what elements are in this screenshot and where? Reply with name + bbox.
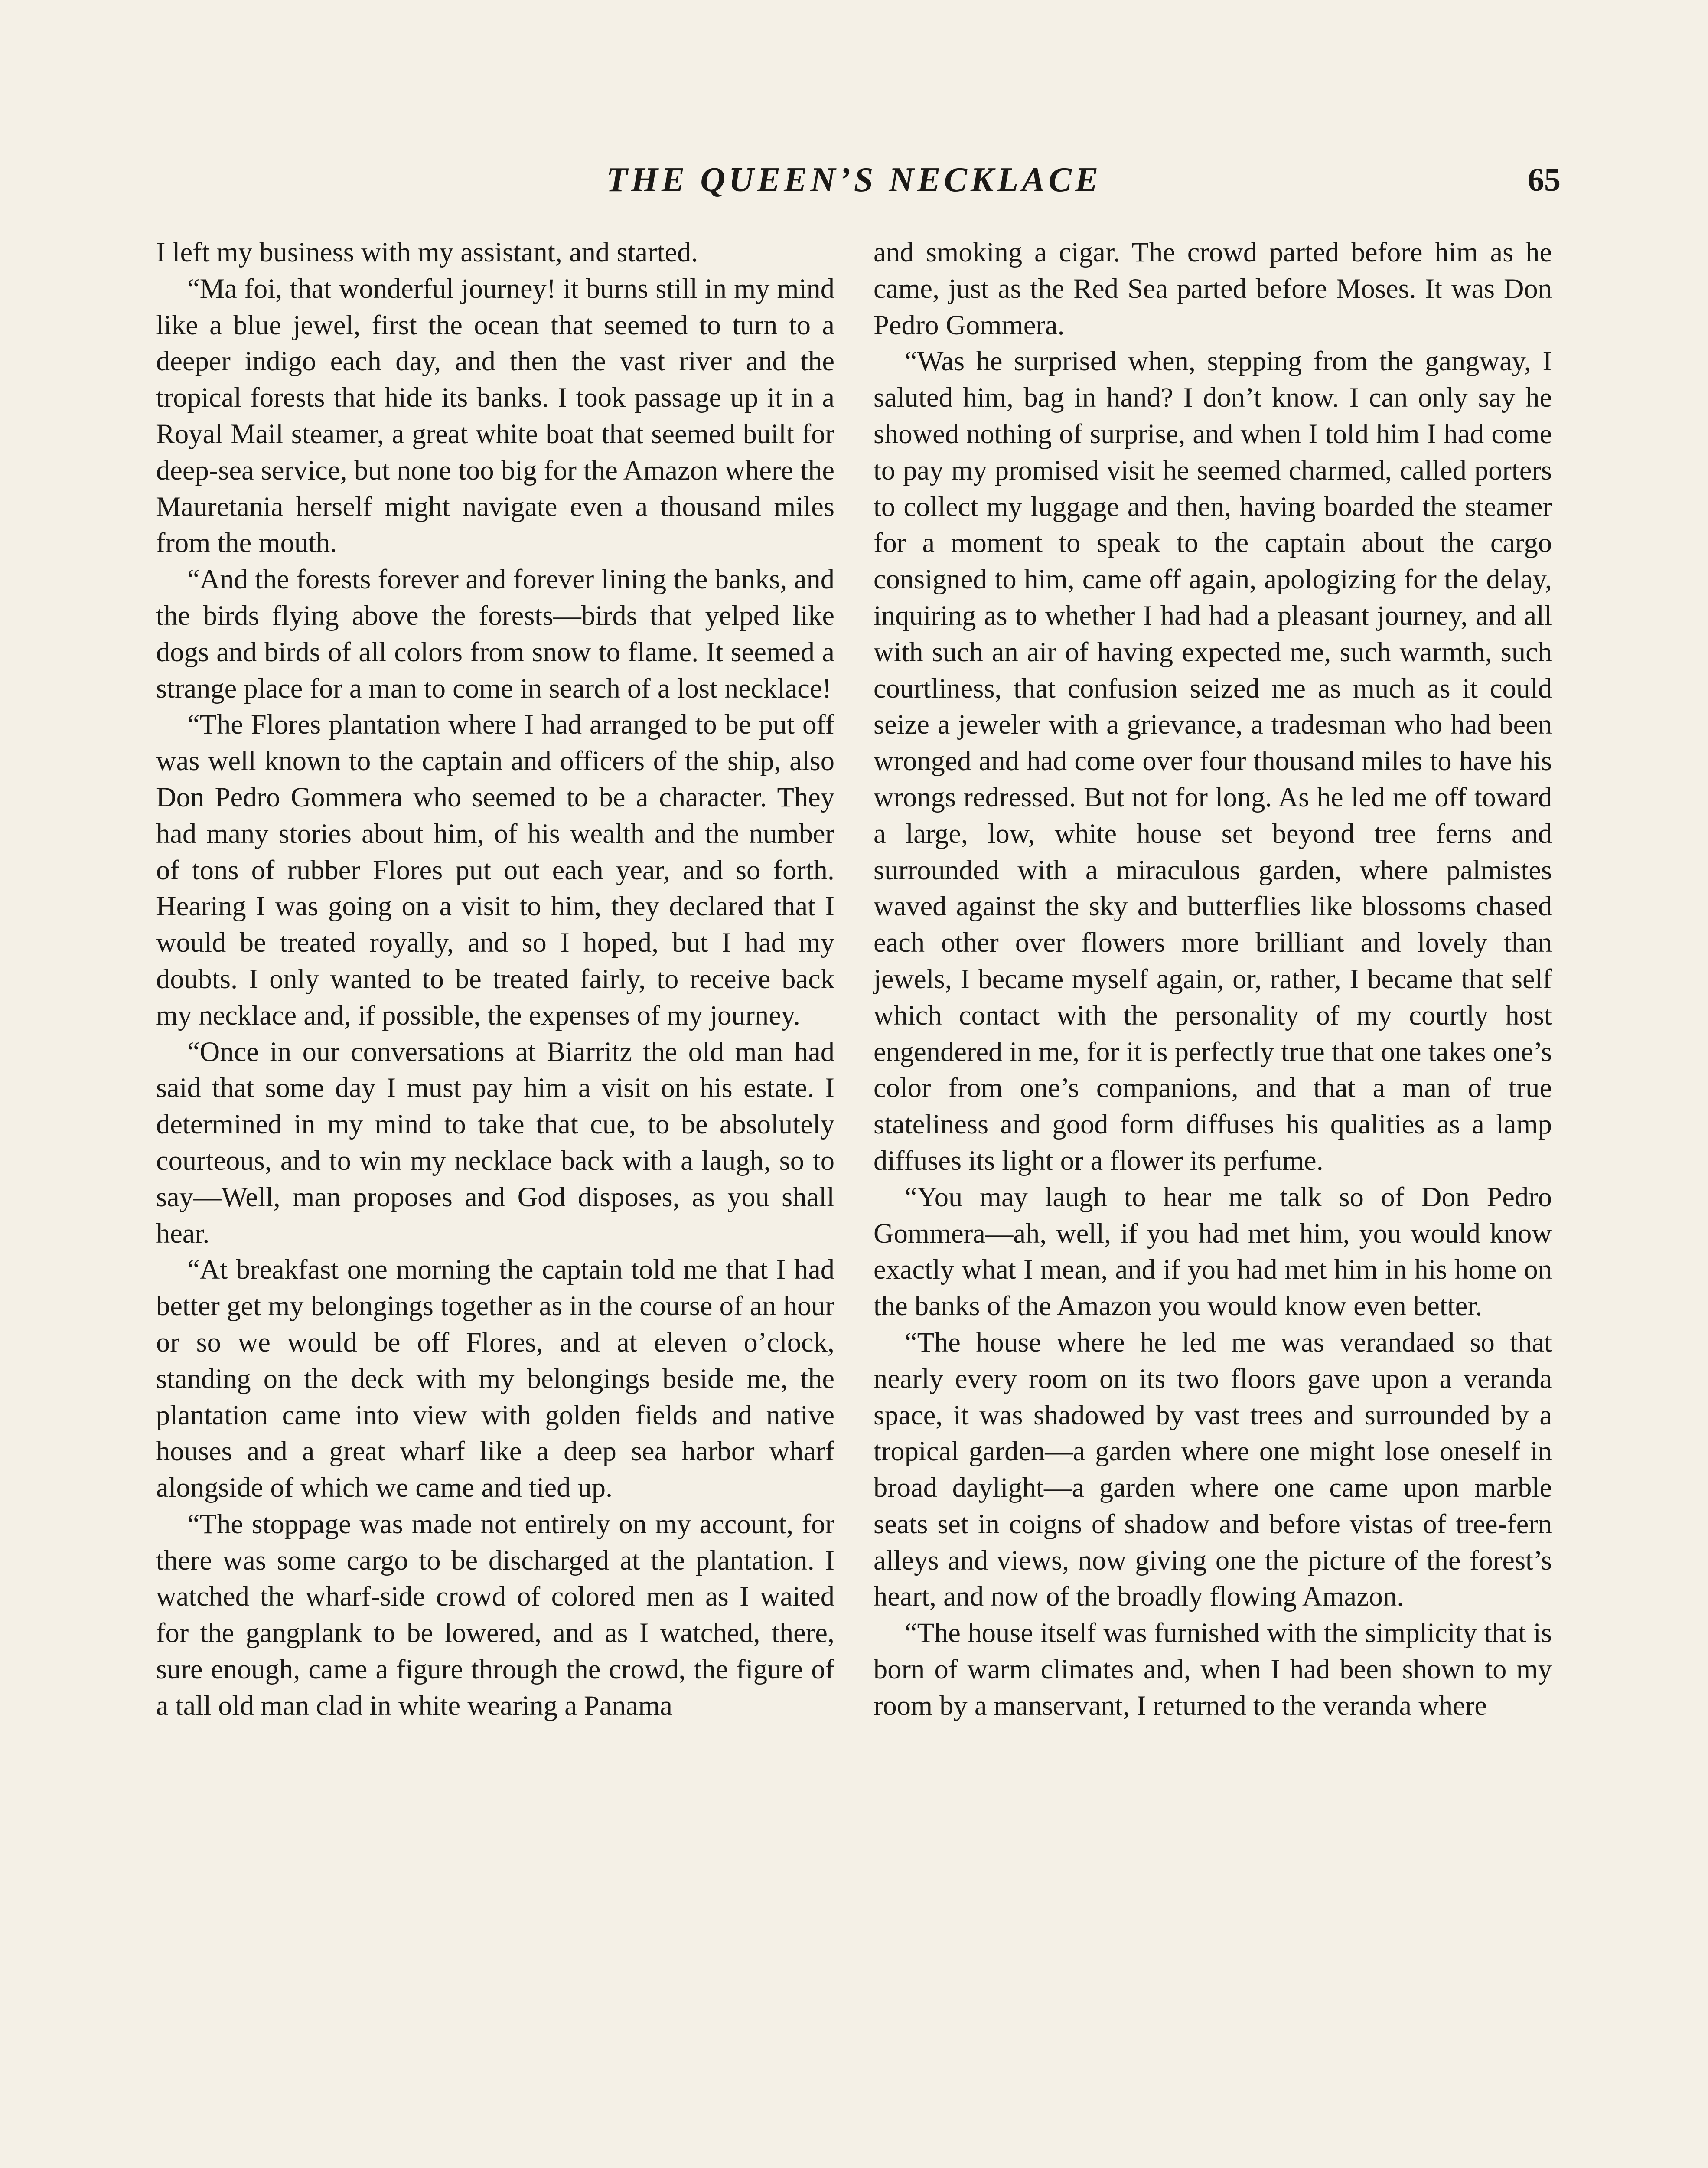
page-header <box>147 158 1561 210</box>
paragraph: and smoking a cigar. The crowd parted before him as he came, just as the Red Sea parted before Moses. It was Don Pedro Gommera. <box>874 237 1552 340</box>
paragraph: “The Flores plantation where I had arranged to be put off was well known to the captain and officers of the ship, also Don Pedro Gommera who seemed to be a character. They had many stories about him, of his wealth and the number of tons of rubber Flores put out each year, and so forth. Hearing I was going on a visit to him, they declared that I would be treated royally, and so I hoped, but I had my doubts. I only wanted to be treated fairly, to receive back my necklace and, if possible, the expenses of my journey. <box>156 709 834 1031</box>
running-title: THE QUEEN’S NECKLACE <box>606 161 1102 199</box>
paragraph: “The house itself was furnished with the simplicity that is born of warm climates and, when I had been shown to my room by a manservant, I returned to the veranda where <box>874 1617 1552 1721</box>
paragraph: I left my business with my assistant, and started. <box>156 237 698 268</box>
paragraph: “The stoppage was made not entirely on my account, for there was some cargo to be discharged at the plantation. I watched the wharf-side crowd of colored men as I waited for the gangplank to be lowered, and as I watched, there, sure enough, came a figure through the crowd, the figure of a tall old man clad in white wearing a Panama <box>156 1508 834 1721</box>
paragraph: “The house where he led me was verandaed so that nearly every room on its two floors gave upon a veranda space, it was shadowed by vast trees and surrounded by a tropical garden—a garden where one might lose oneself in broad daylight—a garden where one came upon marble seats set in coigns of shadow and before vistas of tree-fern alleys and views, now giving one the picture of the forest’s heart, and now of the broadly flowing Amazon. <box>874 1326 1552 1612</box>
paragraph: “And the forests forever and forever lining the banks, and the birds flying above the forests—birds that yelped like dogs and birds of all colors from snow to flame. It seemed a strange place for a man to come in search of a lost necklace! <box>156 564 834 704</box>
paragraph: “Ma foi, that wonderful journey! it burns still in my mind like a blue jewel, first the ocean that seemed to turn to a deeper indigo each day, and then the vast river and the tropical forests that hide its banks. I took passage up it in a Royal Mail steamer, a great white boat that seemed built for deep-sea service, but none too big for the Amazon where the Mauretania herself might navigate even a thousand miles from the mouth. <box>156 273 834 558</box>
paragraph: “You may laugh to hear me talk so of Don Pedro Gommera—ah, well, if you had met him, you would know exactly what I mean, and if you had met him in his home on the banks of the Amazon you would know even better. <box>874 1181 1552 1322</box>
page-number: 65 <box>1528 162 1561 198</box>
left-column <box>156 234 834 1724</box>
paragraph: “Was he surprised when, stepping from the gangway, I saluted him, bag in hand? I don’t know. I can only say he showed nothing of surprise, and when I told him I had come to pay my promised visit he seemed charmed, called porters to collect my luggage and then, having boarded the steamer for a moment to speak to the captain about the cargo consigned to him, came off again, apologizing for the delay, inquiring as to whether I had had a pleasant journey, and all with such an air of having expected me, such warmth, such courtliness, that confusion seized me as much as it could seize a jeweler with a grievance, a tradesman who had been wronged and had come over four thousand miles to have his wrongs redressed. But not for long. As he led me off toward a large, low, white house set beyond tree ferns and surrounded with a miraculous garden, where palmistes waved against the sky and butterflies like blossoms chased each other over flowers more brilliant and lovely than jewels, I became myself again, or, rather, I became that self which contact with the personality of my courtly host engendered in me, for it is perfectly true that one takes one’s color from one’s companions, and that a man of true stateliness and good form diffuses his qualities as a lamp diffuses its light or a flower its perfume. <box>874 346 1552 1176</box>
paragraph: “At breakfast one morning the captain told me that I had better get my belongings together as in the course of an hour or so we would be off Flores, and at eleven o’clock, standing on the deck with my belongings beside me, the plantation came into view with golden fields and native houses and a great wharf like a deep sea harbor wharf alongside of which we came and tied up. <box>156 1254 834 1503</box>
right-column <box>874 234 1552 1724</box>
paragraph: “Once in our conversations at Biarritz the old man had said that some day I must pay him a visit on his estate. I determined in my mind to take that cue, to be absolutely courteous, and to win my necklace back with a laugh, so to say—Well, man proposes and God disposes, as you shall hear. <box>156 1036 834 1249</box>
